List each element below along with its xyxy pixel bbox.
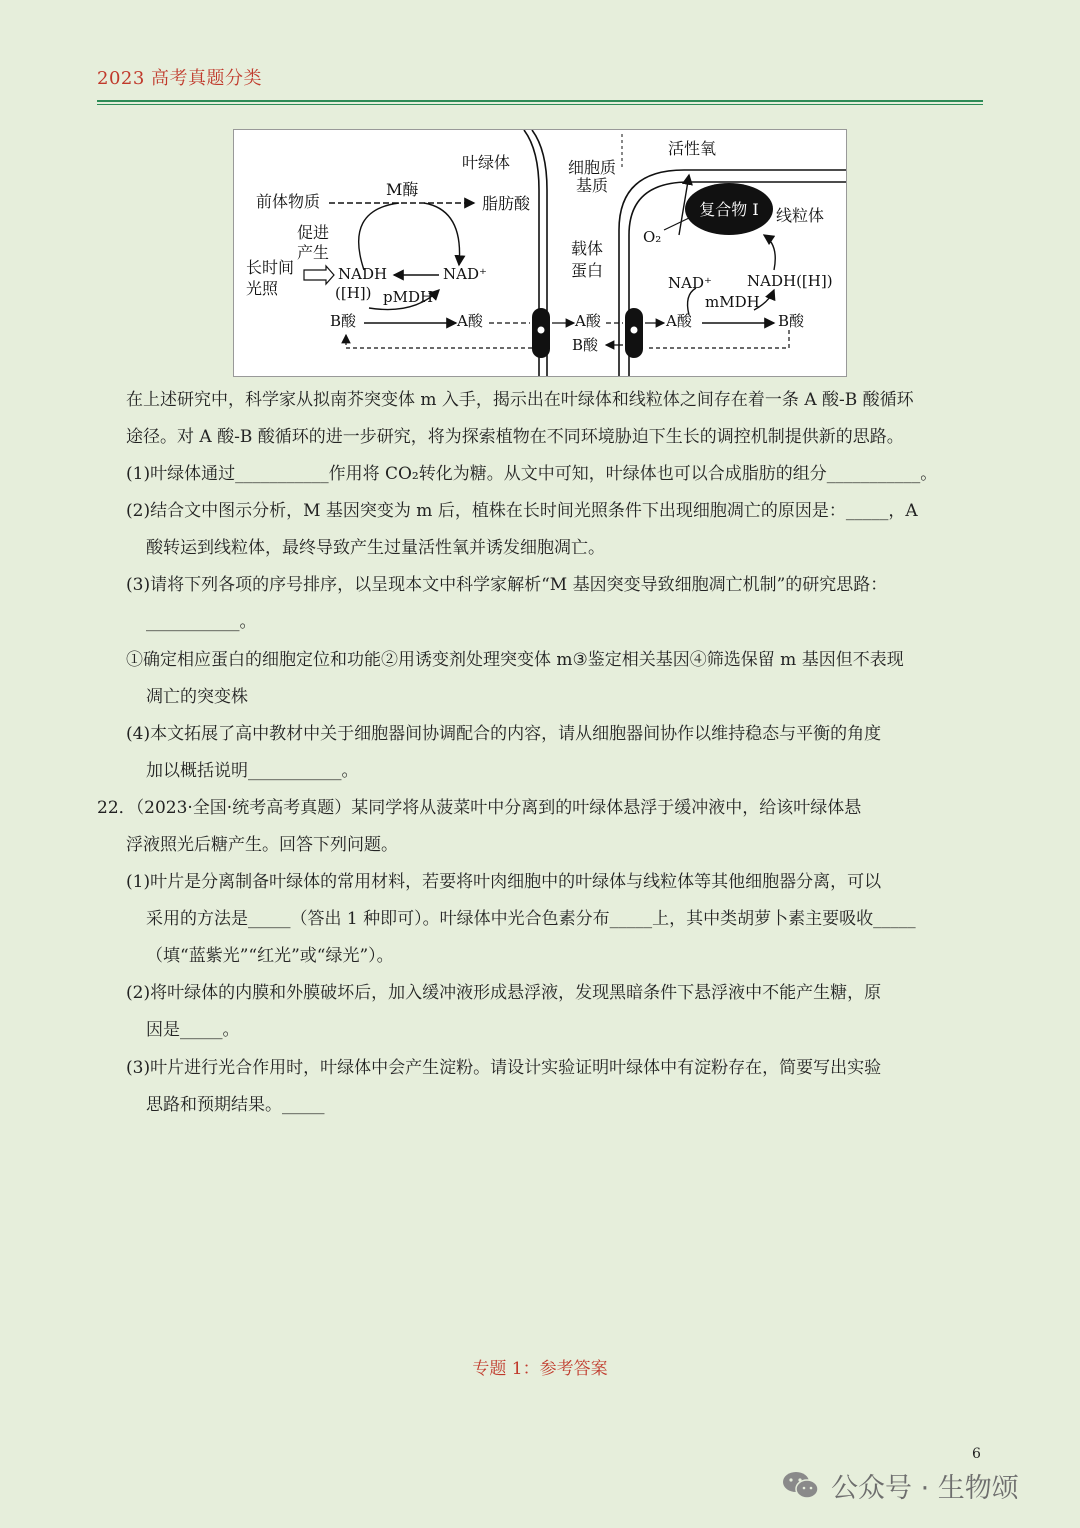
label-a-acid-mid: A酸 xyxy=(575,312,601,330)
label-a-acid-left: A酸 xyxy=(457,312,483,330)
label-produce: 产生 xyxy=(297,243,330,262)
question-3-blank: ___________。 xyxy=(146,612,257,632)
problem-22-cont: 浮液照光后糖产生。回答下列问题。 xyxy=(126,835,398,855)
problem-22-q1-cont2: （填“蓝紫光”“红光”或“绿光”）。 xyxy=(146,946,394,966)
label-m-enzyme: M酶 xyxy=(386,180,419,199)
complex-i xyxy=(685,183,773,235)
label-nadh-right: NADH([H]) xyxy=(747,272,833,290)
problem-22-q3: (3)叶片进行光合作用时，叶绿体中会产生淀粉。请设计实验证明叶绿体中有淀粉存在，简要写出实验 xyxy=(126,1058,882,1078)
label-fatty-acid: 脂肪酸 xyxy=(482,194,531,213)
question-4-cont: 加以概括说明___________。 xyxy=(146,761,359,781)
label-mmdh: mMDH xyxy=(705,293,760,311)
label-h-left: ([H]) xyxy=(335,284,372,302)
problem-22-q1-cont: 采用的方法是_____（答出 1 种即可）。叶绿体中光合色素分布_____上，其中类胡萝卜素主要吸收_____ xyxy=(146,909,916,929)
question-2: (2)结合文中图示分析，M 基因突变为 m 后，植株在长时间光照条件下出现细胞凋亡的原因是：_____，A xyxy=(126,501,918,521)
problem-22-q2-cont: 因是_____。 xyxy=(146,1020,240,1040)
label-b-acid-right: B酸 xyxy=(778,312,805,330)
watermark: 公众号 · 生物颂 xyxy=(831,1473,1019,1504)
header-rule-thick xyxy=(97,100,983,102)
label-mitochondrion: 线粒体 xyxy=(776,206,825,225)
problem-22-q2: (2)将叶绿体的内膜和外膜破坏后，加入缓冲液形成悬浮液，发现黑暗条件下悬浮液中不能产生糖，原 xyxy=(126,983,882,1003)
problem-22-q1: (1)叶片是分离制备叶绿体的常用材料，若要将叶肉细胞中的叶绿体与线粒体等其他细胞器分离，可以 xyxy=(126,872,882,892)
page-number: 6 xyxy=(972,1446,981,1462)
problem-22: 22．（2023·全国·统考高考真题）某同学将从菠菜叶中分离到的叶绿体悬浮于缓冲液中，给该叶绿体悬 xyxy=(97,798,862,818)
header-rule-thin xyxy=(97,104,983,105)
label-a-acid-right: A酸 xyxy=(666,312,692,330)
label-chloroplast: 叶绿体 xyxy=(462,153,511,172)
label-carrier-1: 载体 xyxy=(571,239,604,258)
label-nadh-left: NADH xyxy=(338,265,388,283)
label-b-acid-left: B酸 xyxy=(330,312,357,330)
problem-22-q3-cont: 思路和预期结果。_____ xyxy=(146,1095,325,1115)
label-precursor: 前体物质 xyxy=(256,192,321,211)
label-pmdh: pMDH xyxy=(383,288,434,306)
label-long-light-1: 长时间 xyxy=(246,258,295,277)
question-4: (4)本文拓展了高中教材中关于细胞器间协调配合的内容，请从细胞器间协作以维持稳态与平衡的角度 xyxy=(126,724,882,744)
label-carrier-2: 蛋白 xyxy=(571,261,604,280)
label-o2: O₂ xyxy=(643,228,662,246)
answer-section-title: 专题 1：参考答案 xyxy=(472,1359,608,1379)
label-promote: 促进 xyxy=(297,223,330,242)
label-nad-left: NAD⁺ xyxy=(443,265,487,283)
question-3: (3)请将下列各项的序号排序，以呈现本文中科学家解析“M 基因突变导致细胞凋亡机制”的研究思路： xyxy=(126,575,888,595)
question-3-options: ①确定相应蛋白的细胞定位和功能②用诱变剂处理突变体 m③鉴定相关基因④筛选保留 m 基因但不表现 xyxy=(126,650,904,670)
label-nad-right: NAD⁺ xyxy=(668,274,712,292)
paragraph-line: 途径。对 A 酸-B 酸循环的进一步研究，将为探索植物在不同环境胁迫下生长的调控机制提供新的思路。 xyxy=(126,427,904,447)
question-3-options-cont: 凋亡的突变株 xyxy=(146,687,248,707)
label-complex: 复合物 I xyxy=(699,200,759,219)
wechat-icon xyxy=(781,1470,821,1500)
label-cytoplasm-matrix: 细胞质 基质 xyxy=(568,158,617,195)
question-1: (1)叶绿体通过___________作用将 CO₂转化为糖。从文中可知，叶绿体也可以合成脂肪的组分___________。 xyxy=(126,464,938,484)
label-b-acid-mid: B酸 xyxy=(572,336,599,354)
label-long-light-2: 光照 xyxy=(246,279,279,298)
header-title: 2023 高考真题分类 xyxy=(97,68,263,89)
paragraph-line: 在上述研究中，科学家从拟南芥突变体 m 入手，揭示出在叶绿体和线粒体之间存在着一条 A 酸-B 酸循环 xyxy=(126,390,914,410)
question-2-cont: 酸转运到线粒体，最终导致产生过量活性氧并诱发细胞凋亡。 xyxy=(146,538,605,558)
label-ros: 活性氧 xyxy=(668,139,717,158)
